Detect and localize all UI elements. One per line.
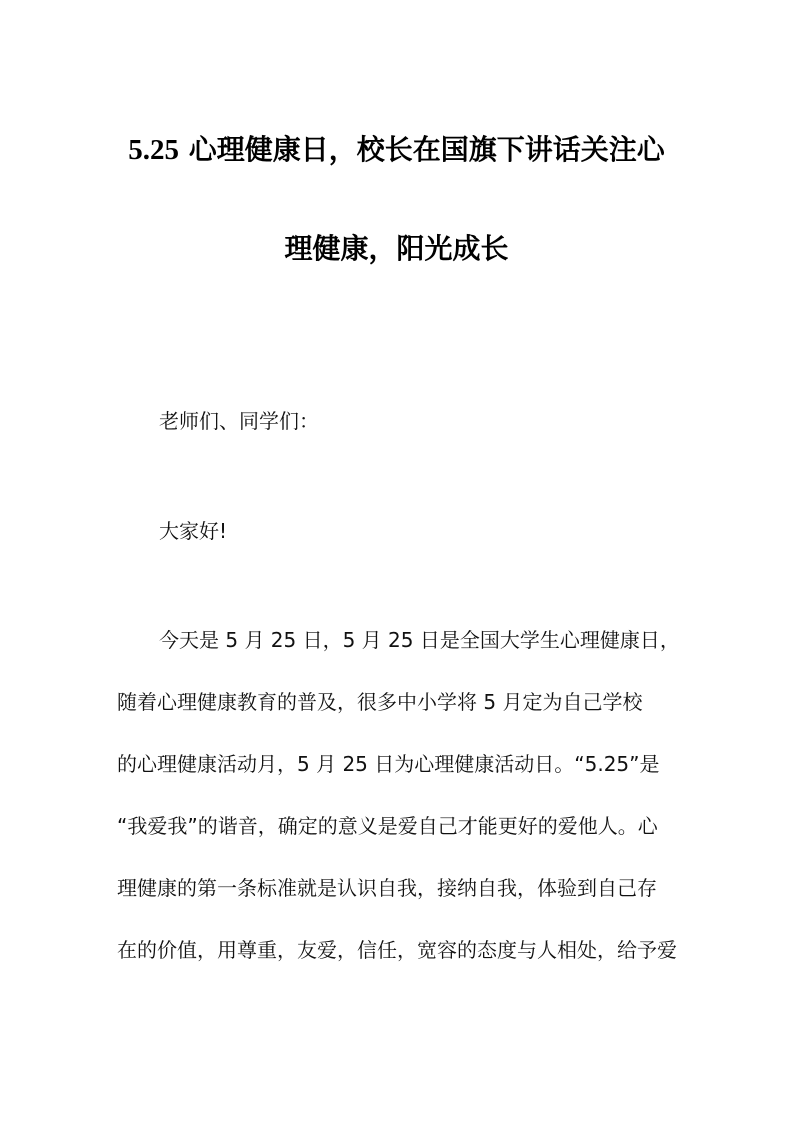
paragraph-line: 在的价值，用尊重，友爱，信任，宽容的态度与人相处，给予爱 xyxy=(117,938,677,962)
paragraph-line: 的心理健康活动月，5 月 25 日为心理健康活动日。“5.25”是 xyxy=(117,752,660,776)
salutation: 老师们、同学们： xyxy=(159,409,319,433)
title-text-line-1: 心理健康日，校长在国旗下讲话关注心 xyxy=(178,133,665,166)
greeting: 大家好! xyxy=(159,519,228,543)
title-date-number: 5.25 xyxy=(128,134,179,166)
document-title-line-2: 理健康，阳光成长 xyxy=(284,232,509,265)
document-title-line-1 xyxy=(0,132,793,168)
paragraph-line: “我爱我”的谐音，确定的意义是爱自己才能更好的爱他人。心 xyxy=(117,814,658,838)
paragraph-line: 今天是 5 月 25 日，5 月 25 日是全国大学生心理健康日， xyxy=(159,628,680,652)
paragraph-line: 理健康的第一条标准就是认识自我，接纳自我，体验到自己存 xyxy=(117,876,657,900)
paragraph-line: 随着心理健康教育的普及，很多中小学将 5 月定为自己学校 xyxy=(117,690,643,714)
